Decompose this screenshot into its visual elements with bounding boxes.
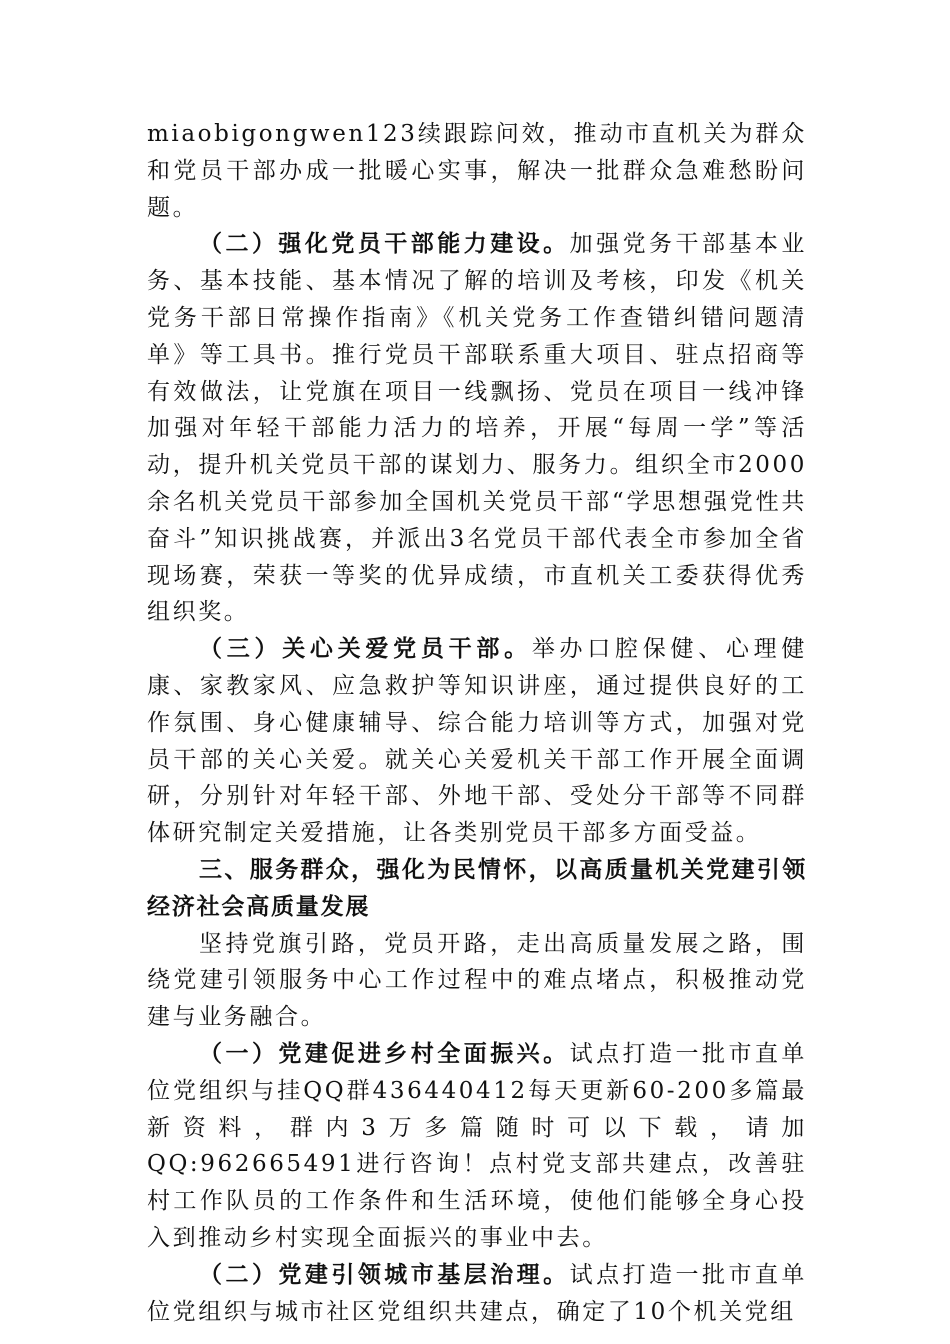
paragraph-lead: （二）党建引领城市基层治理。 <box>199 1260 570 1288</box>
paragraph-capacity-building <box>147 226 807 631</box>
paragraph-lead: （三）关心关爱党员干部。 <box>199 635 532 663</box>
paragraph-text: 坚持党旗引路，党员开路，走出高质量发展之路，围绕党建引领服务中心工作过程中的难点堵点，积极推动党建与业务融合。 <box>147 930 807 1031</box>
paragraph-care-for-cadres <box>147 631 807 852</box>
section-heading: 三、服务群众，强化为民情怀，以高质量机关党建引领经济社会高质量发展 <box>147 856 807 920</box>
paragraph-text: 试点打造一批市直单位党组织与挂QQ群436440412每天更新60-200多篇最新资料，群内3万多篇随时可以下载，请加QQ:962665491进行咨询！点村党支部共建点，改善驻村工作队员的工作条件和生活环境，使他们能够全身心投入到推动乡村实现全面振兴的事业中去。 <box>147 1040 808 1251</box>
document-body <box>147 116 807 1330</box>
paragraph-lead: （二）强化党员干部能力建设。 <box>199 230 570 258</box>
paragraph-urban-governance <box>147 1257 807 1331</box>
paragraph-lead: （一）党建促进乡村全面振兴。 <box>199 1039 570 1067</box>
paragraph-rural-revitalization <box>147 1036 807 1257</box>
paragraph-text: 加强党务干部基本业务、基本技能、基本情况了解的培训及考核，印发《机关党务干部日常操作指南》《机关党务工作查错纠错问题清单》等工具书。推行党员干部联系重大项目、驻点招商等有效做法，让党旗在项目一线飘扬、党员在项目一线冲锋加强对年轻干部能力活力的培养，开展“每周一学”等活动，提升机关党员干部的谋划力、服务力。组织全市2000余名机关党员干部参加全国机关党员干部“学思想强党性共奋斗”知识挑战赛，并派出3名党员干部代表全市参加全省现场赛，荣获一等奖的优异成绩，市直机关工委获得优秀组织奖。 <box>147 231 808 626</box>
continuation-paragraph <box>147 116 807 226</box>
section-intro-paragraph <box>147 926 807 1036</box>
paragraph-text: miaobigongwen123续跟踪问效，推动市直机关为群众和党员干部办成一批暖心实事，解决一批群众急难愁盼问题。 <box>147 121 807 221</box>
paragraph-text: 试点打造一批市直单位党组织与城市社区党组织共建点，确定了10个机关党组 <box>147 1261 808 1325</box>
paragraph-text: 举办口腔保健、心理健康、家教家风、应急救护等知识讲座，通过提供良好的工作氛围、身心健康辅导、综合能力培训等方式，加强对党员干部的关心关爱。就关心关爱机关干部工作开展全面调研，分别针对年轻干部、外地干部、受处分干部等不同群体研究制定关爱措施，让各类别党员干部多方面受益。 <box>147 636 808 847</box>
